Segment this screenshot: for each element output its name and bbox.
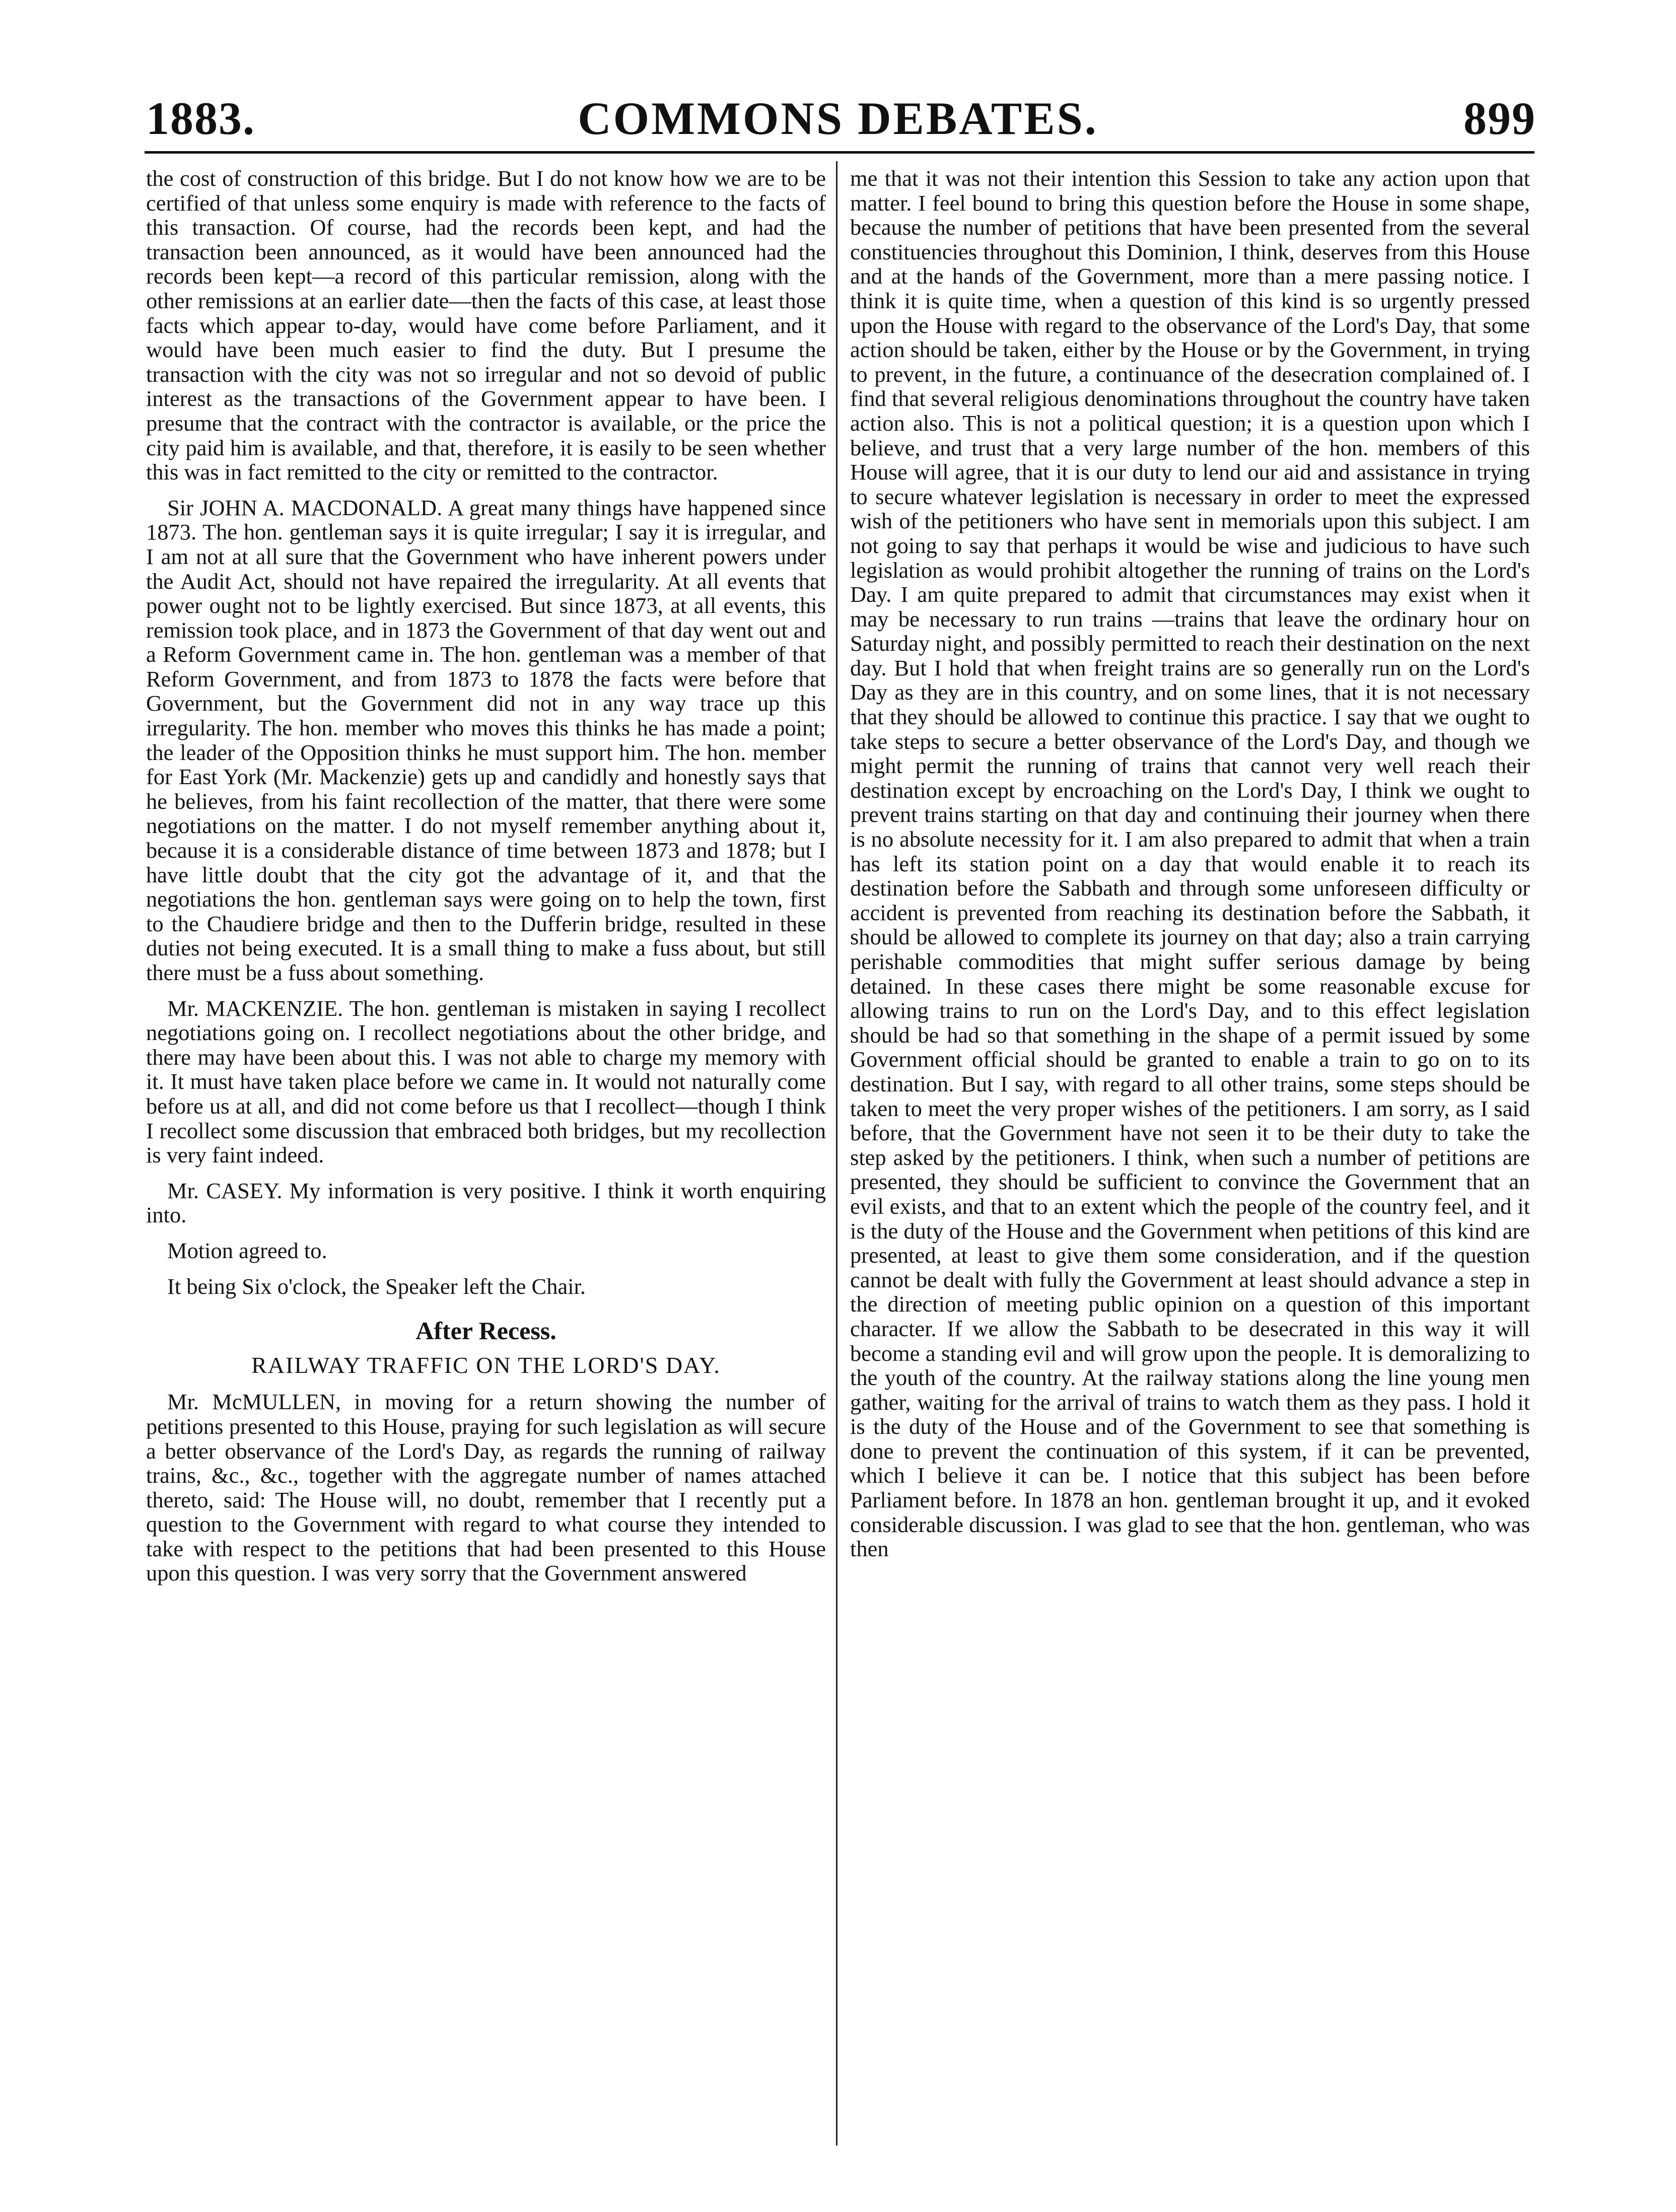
header-year: 1883. (146, 93, 255, 144)
paragraph: me that it was not their intention this Session to take any action upon that matter. I feel bound to bring this question before the House in some shape, because the number of petitions that have been presented from the several constituencies throughout this Dominion, I think, deserves from this House and at the hands of the Government, more than a mere passing notice. I think it is quite time, when a question of this kind is so urgently pressed upon the House with regard to the observance of the Lord's Day, that some action should be taken, either by the House or by the Government, in trying to prevent, in the future, a continuance of the desecration complained of. I find that several religious denominations throughout the country have taken action also. This is not a political question; it is a question upon which I believe, and trust that a very large number of the hon. members of this House will agree, that it is our duty to lend our aid and assistance in trying to secure whatever legislation is necessary in order to meet the expressed wish of the petitioners who have sent in memorials upon this subject. I am not going to say that perhaps it would be wise and judicious to have such legislation as would prohibit altogether the running of trains on the Lord's Day. I am quite prepared to admit that circumstances may exist when it may be necessary to run trains —trains that leave the ordinary hour on Saturday night, and possibly permitted to reach their destination on the next day. But I hold that when freight trains are so generally run on the Lord's Day as they are in this country, and on some lines, that it is not necessary that they should be allowed to continue this practice. I say that we ought to take steps to secure a better observance of the Lord's Day, and though we might permit the running of trains that cannot very well reach their destination except by encroaching on the Lord's Day, I think we ought to prevent trains starting on that day and continuing their journey when there is no absolute necessity for it. I am also prepared to admit that when a train has left its station point on a day that would enable it to reach its destination before the Sabbath and through some unforeseen difficulty or accident is prevented from reaching its destination before the Sabbath, it should be allowed to complete its journey on that day; also a train carrying perishable commodities that might suffer serious damage by being detained. In these cases there might be some reasonable excuse for allowing trains to run on the Lord's Day, and to this effect legislation should be had so that something in the shape of a permit issued by some Government official should be granted to enable a train to go on to its destination. But I say, with regard to all other trains, some steps should be taken to meet the very proper wishes of the petitioners. I am sorry, as I said before, that the Government have not seen it to be their duty to take the step asked by the petitioners. I think, when such a number of petitions are presented, they should be sufficient to convince the Government that an evil exists, and that to an extent which the people of the country feel, and it is the duty of the House and the Government when petitions of this kind are presented, at least to give them some consideration, and if the question cannot be dealt with fully the Government at least should advance a step in the direction of meeting public opinion on a question of this important character. If we allow the Sabbath to be desecrated in this way it will become a standing evil and will grow upon the people. It is demoralizing to the youth of the country. At the railway stations along the line young men gather, waiting for the arrival of trains to watch them as they pass. I hold it is the duty of the House and of the Government to see that something is done to prevent the continuation of this system, if it can be prevented, which I believe it can be. I notice that this subject has been before Parliament before. In 1878 an hon. gentleman brought it up, and it evoked considerable discussion. I was glad to see that the hon. gentleman, who was then (850, 166, 1530, 1562)
paragraph: the cost of construction of this bridge. But I do not know how we are to be certified of that unless some enquiry is made with reference to the facts of this transaction. Of course, had the records been kept, and had the transaction been announced, as it would have been announced had the records been kept—a record of this particular remission, along with the other remissions at an earlier date—then the facts of this case, at least those facts which appear to-day, would have come before Parliament, and it would have been much easier to find the duty. But I presume the transaction with the city was not so irregular and not so devoid of public interest as the transactions of the Government appear to have been. I presume that the contract with the contractor is available, or the price the city paid him is available, and that, therefore, it is easily to be seen whether this was in fact remitted to the city or remitted to the contractor. (146, 166, 826, 485)
speaker-left-chair: It being Six o'clock, the Speaker left the Chair. (167, 1273, 586, 1299)
column-divider (836, 161, 837, 2146)
page-number: 899 (1463, 93, 1536, 144)
paragraph-casey: Mr. CASEY. My information is very positive. I think it worth enquiring into. (146, 1178, 826, 1228)
right-column (850, 166, 1530, 1572)
paragraph-mcmullen: Mr. McMULLEN, in moving for a return showing the number of petitions presented to this House, praying for such legislation as will secure a better observance of the Lord's Day, as regards the running of railway trains, &c., &c., together with the aggregate number of names attached thereto, said: The House will, no doubt, remember that I recently put a question to the Government with regard to what course they intended to take with respect to the petitions that had been presented to this House upon this question. I was very sorry that the Government answered (146, 1389, 826, 1586)
header-rule (145, 151, 1534, 154)
header-title: COMMONS DEBATES. (578, 93, 1098, 144)
left-column (146, 166, 826, 1597)
motion-agreed: Motion agreed to. (167, 1237, 327, 1263)
section-heading: After Recess. (415, 1317, 556, 1345)
paragraph-mackenzie: Mr. MACKENZIE. The hon. gentleman is mistaken in saying I recollect negotiations going on. I recollect negotiations about the other bridge, and there may have been about this. I was not able to charge my memory with it. It must have taken place before we came in. It would not naturally come before us at all, and did not come before us that I recollect—though I think I recollect some discussion that embraced both bridges, but my recollection is very faint indeed. (146, 995, 826, 1168)
paragraph-macdonald: Sir JOHN A. MACDONALD. A great many things have happened since 1873. The hon. gentleman says it is quite irregular; I say it is irregular, and I am not at all sure that the Government who have inherent powers under the Audit Act, should not have repaired the irregularity. At all events that power ought not to be lightly exercised. But since 1873, at all events, this remission took place, and in 1873 the Government of that day went out and a Reform Government came in. The hon. gentleman was a member of that Reform Government, and from 1873 to 1878 the facts were before that Government, but the Government did not in any way trace up this irregularity. The hon. member who moves this thinks he has made a point; the leader of the Opposition thinks he must support him. The hon. member for East York (Mr. Mackenzie) gets up and candidly and honestly says that he believes, from his faint recollection of the matter, that there were some negotiations on the matter. I do not myself remember anything about it, because it is a considerable distance of time between 1873 and 1878; but I have little doubt that the city got the advantage of it, and that the negotiations the hon. gentleman says were going on to help the town, first to the Chaudiere bridge and then to the Dufferin bridge, resulted in these duties not being executed. It is a small thing to make a fuss about, but still there must be a fuss about something. (146, 495, 826, 985)
section-subheading: RAILWAY TRAFFIC ON THE LORD'S DAY. (251, 1352, 721, 1378)
